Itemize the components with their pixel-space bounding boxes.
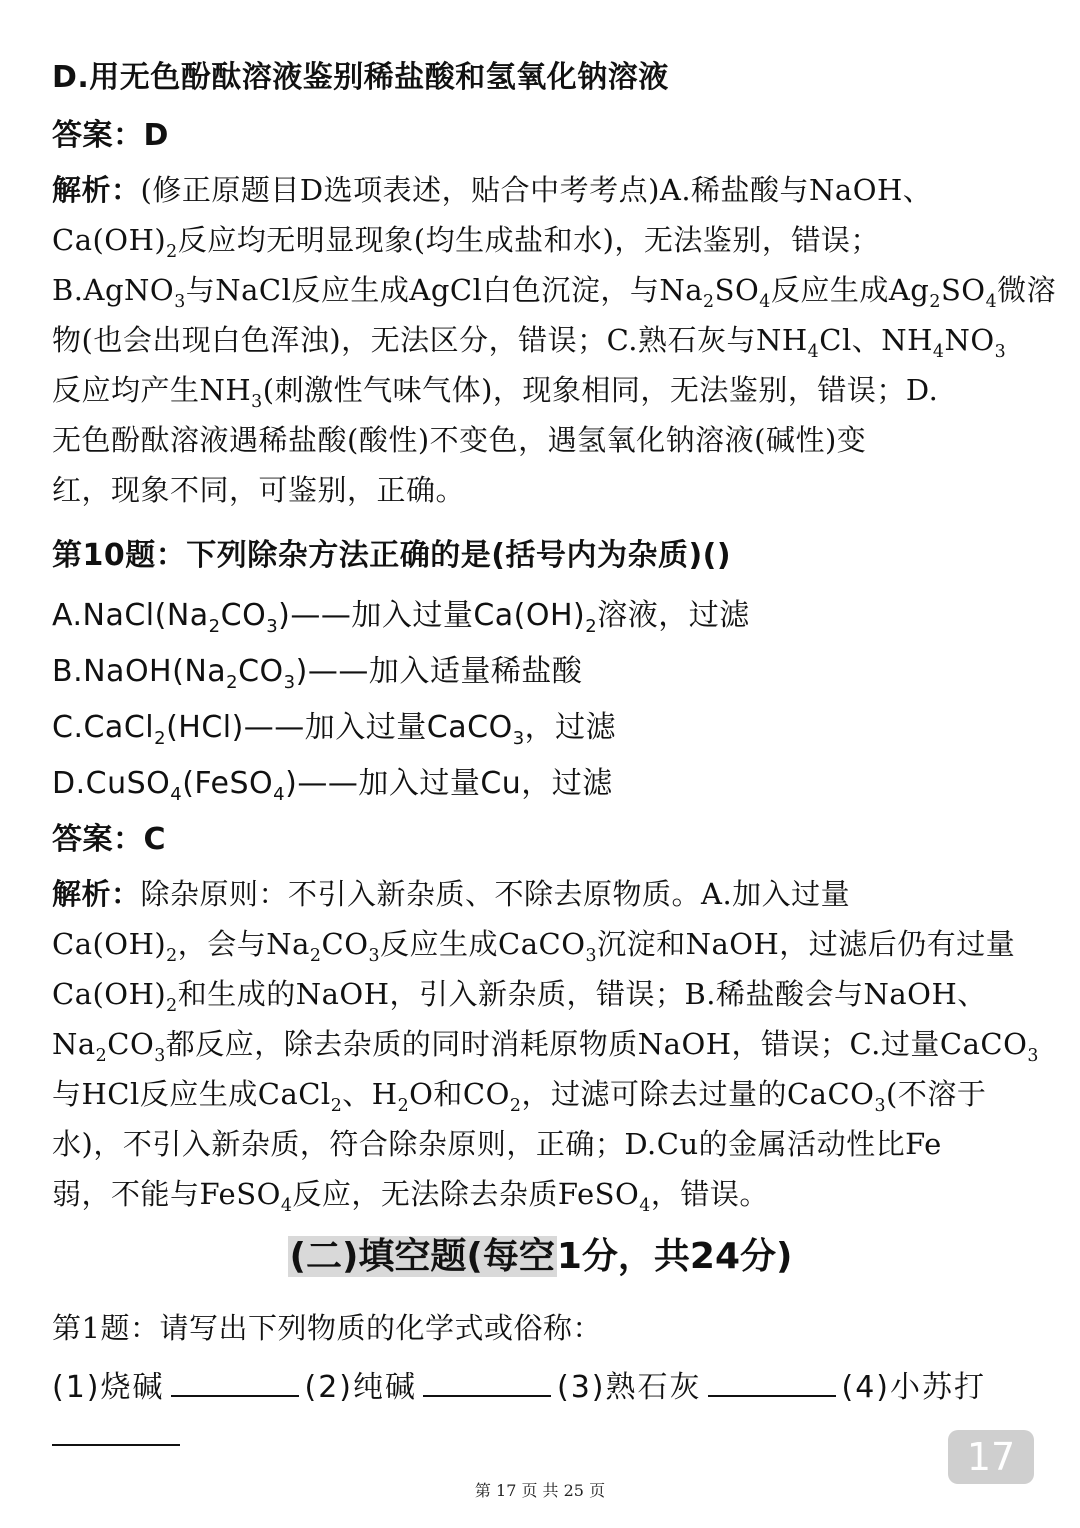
analysis1-line5: 反应均产生$NH_3$(刺激性气味气体)，现象相同，无法鉴别，错误；D. xyxy=(52,373,939,412)
analysis2-line6: 水)，不引入新杂质，符合除杂原则，正确；D.Cu的金属活动性比Fe xyxy=(52,1127,942,1161)
section-title-highlight: (二)填空题(每空 xyxy=(289,1236,555,1277)
q10-option-a: $A.NaCl(Na_2CO_3)——$加入过量$Ca(OH)_2$溶液，过滤 xyxy=(52,598,750,637)
analysis1-line4: 物(也会出现白色浑浊)，无法区分，错误；C.熟石灰与$NH_4Cl$、$NH_4NO_3$ xyxy=(52,323,1007,362)
analysis2-line2: $Ca(OH)_2$，会与$Na_2CO_3$反应生成CaCO$_3$沉淀和NaOH，过滤后仍有过量 xyxy=(52,927,1016,966)
analysis2-line5: 与HCl反应生成CaCl$_2$、$H_2O$和$CO_2$，过滤可除去过量的CaCO$_3$(不溶于 xyxy=(52,1077,987,1116)
question-10-title: 第10题：下列除杂方法正确的是(括号内为杂质)() xyxy=(52,538,732,573)
page-footer: 第 17 页 共 25 页 xyxy=(474,1481,606,1500)
q10-option-d: D.CuSO$_4$(FeSO$_4$)——加入过量Cu，过滤 xyxy=(52,766,613,805)
section-title-rest: 1分，共24分) xyxy=(556,1236,793,1277)
analysis2-line7: 弱，不能与FeSO$_4$反应，无法除去杂质FeSO$_4$，错误。 xyxy=(52,1177,769,1216)
answer-line-1: 答案：D xyxy=(52,118,169,153)
q1-item-4-label: (4)小苏打 xyxy=(841,1370,986,1405)
q10-option-c: C.CaCl$_2$(HCl)——加入过量CaCO$_3$，过滤 xyxy=(52,710,617,749)
section-title xyxy=(0,1228,1080,1279)
analysis1-line1: 解析：(修正原题目D选项表述，贴合中考考点)A.稀盐酸与NaOH、 xyxy=(52,173,933,207)
option-d-line: D.用无色酚酞溶液鉴别稀盐酸和氢氧化钠溶液 xyxy=(52,60,669,95)
page-number-badge: 17 xyxy=(948,1430,1034,1484)
answer-blank-2[interactable] xyxy=(423,1367,551,1397)
answer-blank-3[interactable] xyxy=(708,1367,836,1397)
q1-item-2-label: (2)纯碱 xyxy=(304,1370,417,1405)
q1-item-3-label: (3)熟石灰 xyxy=(557,1370,702,1405)
analysis-label: 解析： xyxy=(52,877,141,911)
answer-blank-1[interactable] xyxy=(171,1367,299,1397)
answer-line-2: 答案：C xyxy=(52,822,167,857)
analysis1-line2: $Ca(OH)_2$反应均无明显现象(均生成盐和水)，无法鉴别，错误； xyxy=(52,223,880,262)
question-1-title: 第1题：请写出下列物质的化学式或俗称： xyxy=(52,1311,602,1345)
analysis2-line4: $Na_2CO_3$都反应，除去杂质的同时消耗原物质NaOH，错误；C.过量CaCO$_3$ xyxy=(52,1027,1039,1066)
q10-option-b: $B.NaOH(Na_2CO_3)——$加入适量稀盐酸 xyxy=(52,654,583,693)
analysis-label: 解析： xyxy=(52,173,141,207)
q1-item-1-label: (1)烧碱 xyxy=(52,1370,165,1405)
analysis2-line1: 解析：除杂原则：不引入新杂质、不除去原物质。A.加入过量 xyxy=(52,877,851,911)
answer-blank-4[interactable] xyxy=(52,1444,180,1446)
analysis1-line6: 无色酚酞溶液遇稀盐酸(酸性)不变色，遇氢氧化钠溶液(碱性)变 xyxy=(52,423,867,457)
analysis2-line3: $Ca(OH)_2$和生成的NaOH，引入新杂质，错误；B.稀盐酸会与NaOH、 xyxy=(52,977,987,1016)
analysis1-line3: B.AgNO$_3$与NaCl反应生成AgCl白色沉淀，与$Na_2SO_4$反应生成$Ag_2SO_4$微溶 xyxy=(52,273,1057,312)
analysis1-line7: 红，现象不同，可鉴别，正确。 xyxy=(52,473,466,507)
q1-items-line xyxy=(52,1362,1032,1406)
